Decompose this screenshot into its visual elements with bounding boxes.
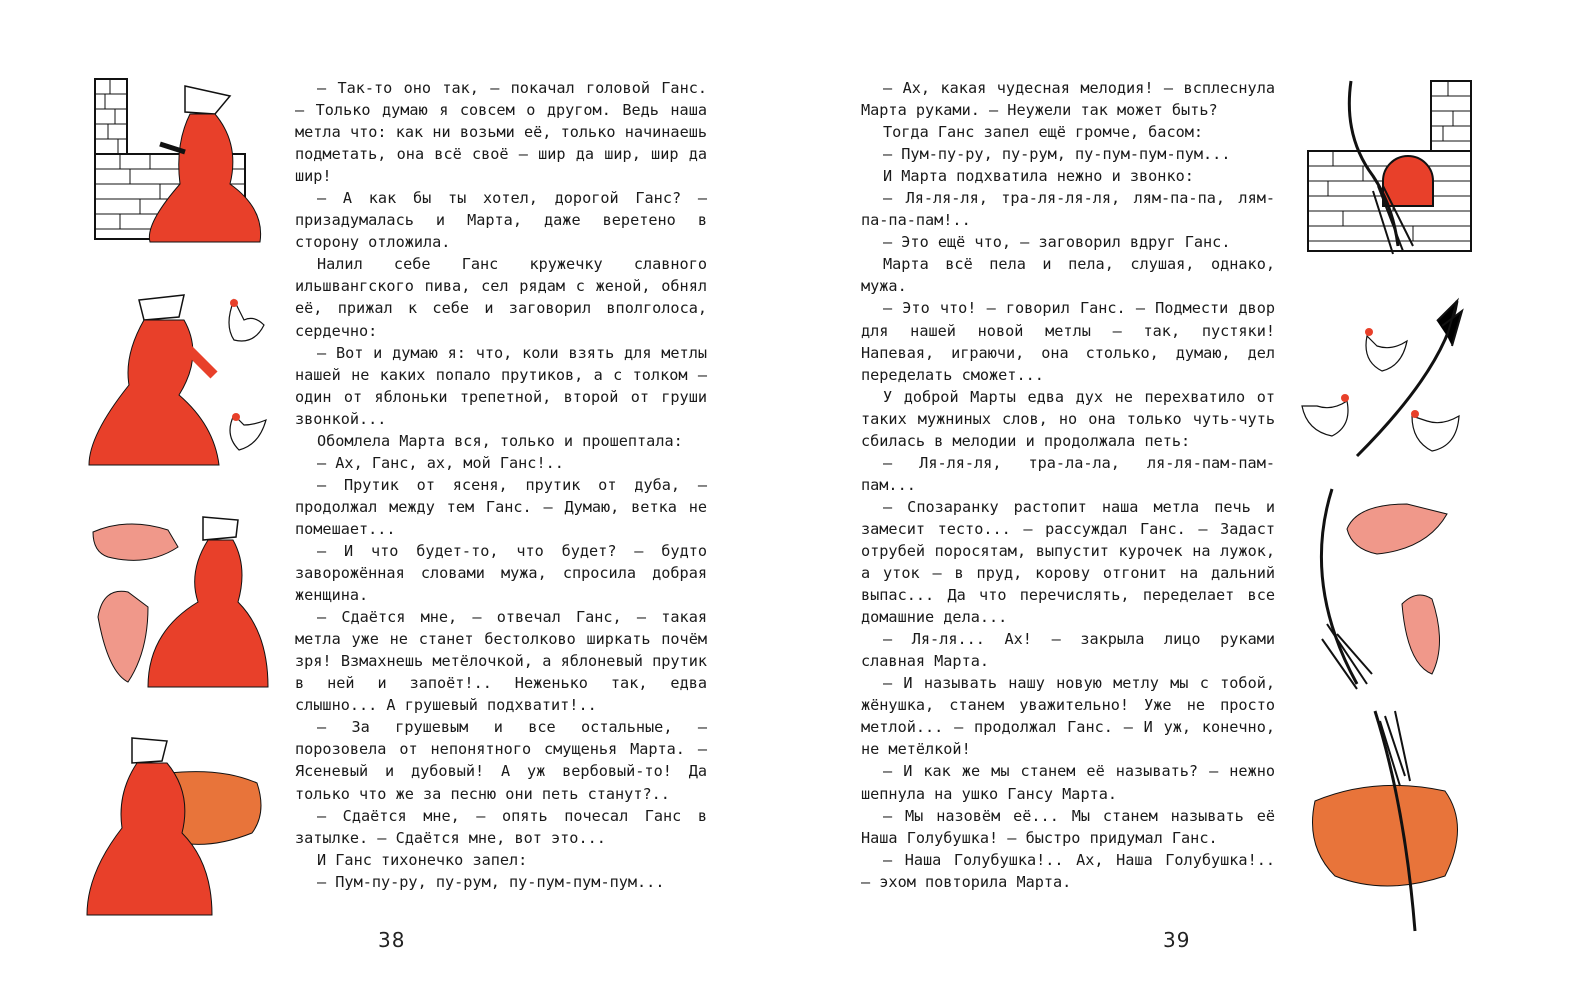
cow-and-broom-illustration <box>1295 706 1475 936</box>
paragraph: — А как бы ты хотел, дорогой Ганс? — призадумалась и Марта, даже веретено в сторону отложила. <box>295 189 707 252</box>
paragraph: И Марта подхватила нежно и звонко: <box>883 167 1194 186</box>
paragraph: — Сдаётся мне, — опять почесал Ганс в затылке. — Сдаётся мне, вот это... <box>295 806 707 847</box>
left-page-text <box>295 77 707 893</box>
paragraph: — Ах, какая чудесная мелодия! — всплеснула Марта руками. — Неужели так может быть? <box>861 79 1275 120</box>
right-page <box>787 0 1575 1004</box>
paragraph: Обомлела Марта вся, только и прошептала: <box>317 431 683 450</box>
paragraph: — Спозаранку растопит наша метла печь и замесит тесто... — рассуждал Ганс. — Задаст отрубей поросятам, выпустит курочек на лужок, а уток — в пруд, корову отгонит на дальний выпас... Да что перечислять, переделает все домашние дела... <box>861 497 1275 627</box>
paragraph: — Пум-пу-ру, пу-рум, пу-пум-пум-пум... <box>317 872 665 891</box>
paragraph: — Ля-ля-ля, тра-ла-ла, ля-ля-пам-пам-пам... <box>861 453 1275 494</box>
paragraph: — Прутик от ясеня, прутик от дуба, — продолжал между тем Ганс. — Думаю, ветка не помешает... <box>295 475 707 538</box>
woman-with-pigs-illustration <box>88 512 273 692</box>
paragraph: — Вот и думаю я: что, коли взять для метлы нашей не каких попало прутиков, а с толком — один от яблоньки трепетной, второй от груши звонкой... <box>295 343 707 428</box>
paragraph: — Пум-пу-ру, пу-рум, пу-пум-пум-пум... <box>883 145 1231 164</box>
paragraph: — И называть нашу новую метлу мы с тобой, жёнушка, станем уважительно! Уже не просто метлой... — продолжал Ганс. — И уж, конечно, не метёлкой! <box>861 674 1275 759</box>
woman-with-chickens-illustration <box>84 285 274 485</box>
paragraph: — Так-то оно так, — покачал головой Ганс. — Только думаю я совсем о другом. Ведь наша метла что: как ни возьми её, только начинаешь подметать, она всё своё — шир да шир, шир да шир! <box>295 79 707 186</box>
left-page <box>0 0 787 1004</box>
paragraph: Налил себе Ганс кружечку славного ильшвангского пива, сел рядам с женой, обнял её, прижал к себе и заговорил вполголоса, сердечно: <box>295 255 707 340</box>
paragraph: И Ганс тихонечко запел: <box>317 850 528 869</box>
broom-at-oven-wall-illustration <box>1303 76 1478 256</box>
paragraph: — Ля-ля-ля, тра-ля-ля-ля, лям-па-па, лям-па-па-пам!.. <box>861 189 1275 230</box>
paragraph: — Мы назовём её... Мы станем называть её Наша Голубушка! — быстро придумал Ганс. <box>861 806 1275 847</box>
paragraph: — Наша Голубушка!.. Ах, Наша Голубушка!.. — эхом повторила Марта. <box>861 850 1275 891</box>
right-page-text <box>861 77 1275 893</box>
paragraph: — И как же мы станем её называть? — нежно шепнула на ушко Гансу Марта. <box>861 762 1275 803</box>
page-number: 38 <box>378 928 406 952</box>
chickens-and-broom-illustration <box>1297 296 1477 476</box>
paragraph: Марта всё пела и пела, слушая, однако, мужа. <box>861 255 1275 296</box>
paragraph: — За грушевым и все остальные, — порозовела от непонятного смущенья Марта. — Ясеневый и дубовый! А уж вербовый-то! Да только что же за песню они петь станут?.. <box>295 718 707 803</box>
paragraph: У доброй Марты едва дух не перехватило от таких мужниных слов, но она только чуть-чуть сбилась в мелодии и продолжала петь: <box>861 387 1275 450</box>
paragraph: — Ля-ля... Ах! — закрыла лицо руками славная Марта. <box>861 630 1275 671</box>
paragraph: — Это что! — говорил Ганс. — Подмести двор для нашей новой метлы — так, пустяки! Напевая, играючи, она столько, думаю, дел переделать сможет... <box>861 299 1275 384</box>
paragraph: — Ах, Ганс, ах, мой Ганс!.. <box>317 453 564 472</box>
paragraph: Тогда Ганс запел ещё громче, басом: <box>883 123 1204 142</box>
page-number: 39 <box>1163 928 1191 952</box>
woman-spinning-by-wall-illustration <box>90 74 270 250</box>
woman-with-cow-illustration <box>82 733 272 918</box>
paragraph: — И что будет-то, что будет? — будто заворожённая словами мужа, спросила добрая женщина. <box>295 541 707 605</box>
pigs-and-broom-illustration <box>1307 484 1467 694</box>
paragraph: — Это ещё что, — заговорил вдруг Ганс. <box>883 233 1231 252</box>
paragraph: — Сдаётся мне, — отвечал Ганс, — такая метла уже не станет бестолково ширкать почём зря! Взмахнешь метёлочкой, а яблоневый прутик в ней и запоёт!.. Неженько так, едва слышно... А грушевый подхватит!.. <box>295 608 707 715</box>
